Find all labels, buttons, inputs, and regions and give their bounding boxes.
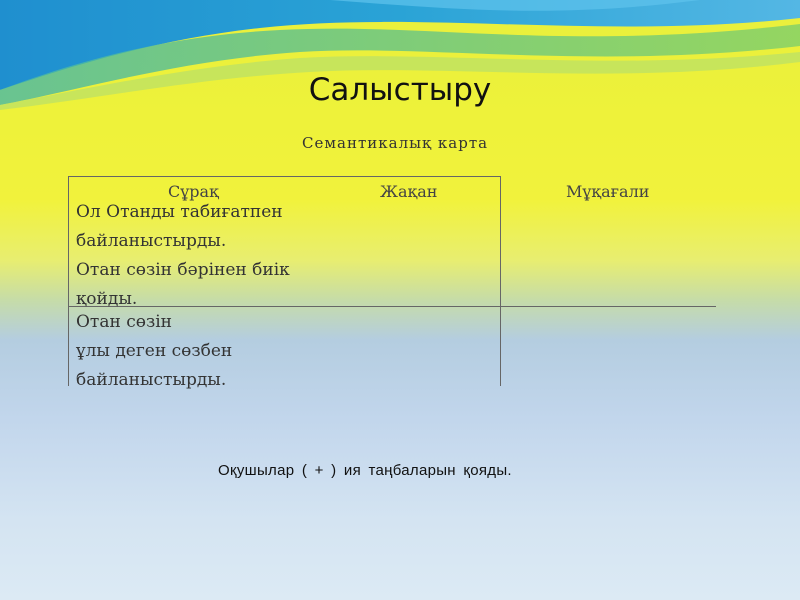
- row-2-line-1: Отан сөзін: [76, 312, 173, 332]
- header-zhakan: Жақан: [380, 182, 438, 201]
- table-left-border: [68, 176, 69, 386]
- row-1-line-2: байланыстырды.: [76, 231, 227, 251]
- slide-title: Салыстыру: [308, 72, 492, 108]
- row-1-line-1: Ол Отанды табиғатпен: [76, 202, 283, 222]
- row-1-line-4: қойды.: [76, 289, 138, 309]
- slide-subtitle: Семантикалық карта: [302, 134, 489, 152]
- row-1-line-3: Отан сөзін бәрінен биік: [76, 260, 290, 280]
- row-2-line-2: ұлы деген сөзбен: [76, 341, 233, 361]
- table-column-divider: [500, 176, 501, 386]
- row-2-line-3: байланыстырды.: [76, 370, 227, 390]
- instruction-text: Оқушылар ( + ) ия таңбаларын қояды.: [218, 462, 512, 479]
- row-2-question: [76, 308, 232, 395]
- header-mukagali: Мұқағали: [566, 182, 650, 201]
- table-top-border: [68, 176, 500, 177]
- header-question: Сұрақ: [168, 182, 219, 201]
- row-1-question: [76, 198, 290, 314]
